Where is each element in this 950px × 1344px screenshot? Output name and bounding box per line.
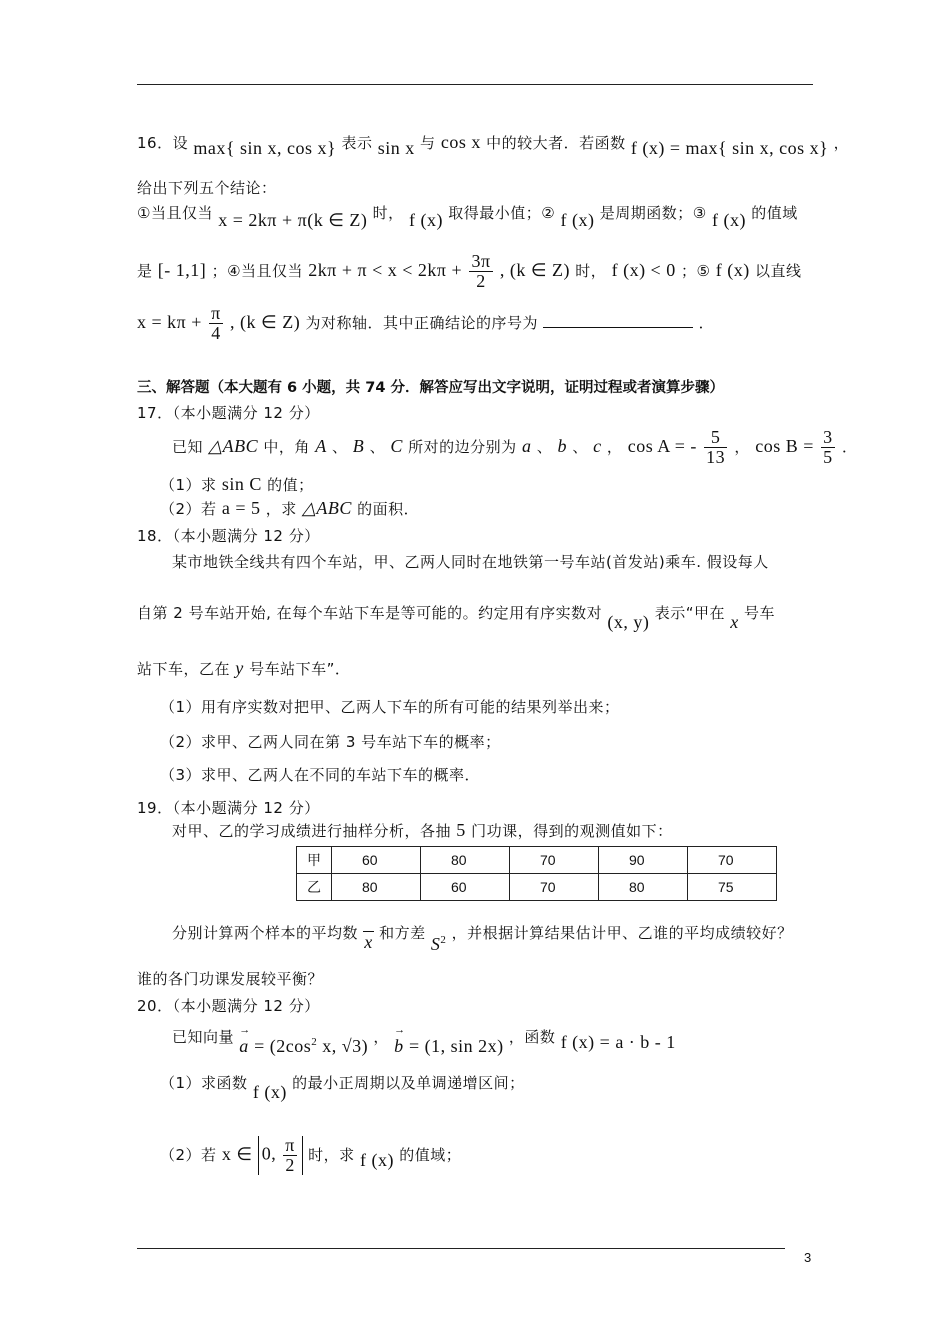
q16-range: [- 1,1] bbox=[157, 259, 207, 280]
vector-a-letter: a bbox=[239, 1036, 249, 1056]
q19-text: 和方差 bbox=[379, 924, 426, 942]
page-number: 3 bbox=[804, 1250, 812, 1265]
q17-text: 已知 bbox=[172, 437, 204, 456]
q16-line-2: 给出下列五个结论： bbox=[137, 179, 277, 197]
q17-triangle: △ABC bbox=[302, 498, 352, 518]
q16-text: 取得最小值；② bbox=[448, 204, 556, 222]
fraction-denominator: 2 bbox=[476, 270, 486, 291]
table-cell: 90 bbox=[599, 847, 688, 874]
table-cell: 70 bbox=[510, 874, 599, 901]
q17-side-b: b bbox=[557, 435, 568, 456]
vector-b-letter: b bbox=[394, 1036, 404, 1056]
mean-x: x bbox=[364, 932, 373, 952]
q17-text: ， bbox=[606, 437, 623, 456]
q16-cosx: cos x bbox=[440, 132, 481, 152]
q16-text: 是周期函数；③ bbox=[599, 204, 707, 222]
q18-line-3 bbox=[137, 658, 350, 679]
q18-text: 号车站下车”． bbox=[249, 660, 351, 678]
q16-text: 与 bbox=[420, 134, 436, 152]
q20-text: 时，求 bbox=[308, 1145, 355, 1164]
table-cell: 80 bbox=[599, 874, 688, 901]
table-cell: 60 bbox=[421, 874, 510, 901]
q19-variance-symbol bbox=[431, 934, 447, 954]
q17-angle-b: B bbox=[352, 435, 365, 456]
q16-text: 表示 bbox=[341, 134, 373, 152]
q18-part-1: （1）用有序实数对把甲、乙两人下车的所有可能的结果列举出来； bbox=[160, 698, 620, 716]
q16-text: 是 bbox=[137, 261, 153, 280]
fraction-numerator: 3 bbox=[823, 427, 833, 447]
q16-line-4 bbox=[137, 252, 802, 291]
q20-fx: f (x) bbox=[252, 1082, 287, 1102]
vector-a-expr-tail: x, √3) bbox=[317, 1036, 369, 1056]
fraction-denominator: 4 bbox=[211, 322, 221, 343]
table-cell: 70 bbox=[510, 847, 599, 874]
footer-rule bbox=[137, 1248, 785, 1249]
q18-text: 表示“甲在 bbox=[654, 604, 725, 622]
q16-text: 时， bbox=[575, 261, 607, 280]
q17-text: 、 bbox=[369, 437, 386, 456]
table-cell: 80 bbox=[421, 847, 510, 874]
q17-triangle: △ABC bbox=[208, 435, 259, 456]
q20-text: （1）求函数 bbox=[160, 1074, 248, 1092]
vector-b: → b bbox=[394, 1024, 406, 1056]
q16-fx: f (x) bbox=[408, 210, 443, 230]
q20-text: ， bbox=[373, 1028, 389, 1046]
q16-number: 16．设 bbox=[137, 134, 189, 152]
q18-text: 自第 2 号车站开始, 在每个车站下车是等可能的。约定用有序实数对 bbox=[137, 604, 603, 622]
fraction-numerator: π bbox=[211, 303, 221, 323]
q17-text: 、 bbox=[332, 437, 348, 456]
vector-a: → a bbox=[239, 1024, 251, 1056]
q17-text: 中，角 bbox=[263, 437, 310, 456]
header-rule bbox=[137, 84, 813, 85]
q18-part-2: （2）求甲、乙两人同在第 3 号车站下车的概率； bbox=[160, 733, 501, 751]
table-cell: 80 bbox=[332, 874, 421, 901]
superscript: 2 bbox=[440, 934, 447, 946]
q17-a-eq-5: a = 5 bbox=[221, 498, 261, 518]
q19-text: 门功课，得到的观测值如下： bbox=[471, 822, 673, 840]
q16-text: 为对称轴．其中正确结论的序号为 bbox=[305, 313, 539, 332]
q18-line-2 bbox=[137, 602, 776, 632]
q16-text: 的值域 bbox=[751, 204, 798, 222]
q17-text: ，求 bbox=[265, 500, 297, 518]
q19-count: 5 bbox=[456, 820, 466, 840]
table-cell: 75 bbox=[688, 874, 777, 901]
q16-text: ；⑤ bbox=[681, 261, 711, 280]
q16-line-1 bbox=[137, 132, 850, 158]
q16-text: 时， bbox=[372, 204, 404, 222]
q16-axis-expr-tail: , (k ∈ Z) bbox=[230, 311, 301, 332]
q16-line-3 bbox=[137, 202, 798, 230]
q20-x-in: x ∈ bbox=[221, 1143, 253, 1164]
table-cell: 60 bbox=[332, 847, 421, 874]
q20-heading: 20．（本小题满分 12 分） bbox=[137, 997, 320, 1015]
q20-text: （2）若 bbox=[160, 1145, 217, 1164]
q19-score-table bbox=[296, 846, 777, 901]
q20-vector-b-value: = (1, sin 2x) bbox=[408, 1036, 504, 1056]
q17-line-1 bbox=[172, 428, 857, 467]
q20-part-2 bbox=[160, 1136, 461, 1175]
q18-var-x: x bbox=[730, 612, 739, 632]
q16-fx: f (x) bbox=[560, 210, 595, 230]
q17-cos-a: cos A = - bbox=[627, 435, 697, 456]
q20-text: ，函数 bbox=[508, 1028, 556, 1046]
q16-text: 中的较大者．若函数 bbox=[486, 134, 626, 152]
q19-line-3: 谁的各门功课发展较平衡？ bbox=[137, 970, 324, 988]
q17-sin-c: sin C bbox=[221, 474, 262, 494]
q19-heading: 19．（本小题满分 12 分） bbox=[137, 799, 320, 817]
q16-max-expr: max{ sin x, cos x} bbox=[193, 138, 337, 158]
fraction-denominator: 13 bbox=[706, 446, 726, 467]
fraction-denominator: 5 bbox=[823, 446, 833, 467]
q16-fraction-3pi-2 bbox=[469, 252, 492, 291]
q16-text: ；④当且仅当 bbox=[211, 261, 304, 280]
interval-start: 0, bbox=[261, 1143, 277, 1164]
q19-line-2 bbox=[172, 922, 793, 954]
q16-text: ． bbox=[698, 313, 715, 332]
q20-fraction-pi-2 bbox=[283, 1136, 297, 1175]
row-header: 甲 bbox=[297, 847, 332, 874]
table-cell: 70 bbox=[688, 847, 777, 874]
q17-text: 的值； bbox=[267, 476, 314, 494]
q19-mean-symbol bbox=[363, 931, 374, 952]
q17-angle-a: A bbox=[315, 435, 327, 456]
q18-line-1: 某市地铁全线共有四个车站，甲、乙两人同时在地铁第一号车站(首发站)乘车. 假设每人 bbox=[172, 553, 769, 571]
q17-text: ． bbox=[841, 437, 858, 456]
q16-axis-expr: x = kπ + bbox=[137, 311, 202, 332]
q17-part-1 bbox=[160, 474, 314, 495]
q19-line-1 bbox=[172, 820, 673, 841]
q20-line-1 bbox=[172, 1024, 676, 1056]
q16-text: ， bbox=[833, 134, 850, 152]
q17-text: 、 bbox=[536, 437, 553, 456]
q17-text: 所对的边分别为 bbox=[408, 437, 517, 456]
fraction-numerator: 5 bbox=[704, 428, 727, 448]
q18-text: 号车 bbox=[744, 604, 776, 622]
q17-heading: 17．（本小题满分 12 分） bbox=[137, 404, 320, 422]
q16-fx: f (x) bbox=[715, 259, 750, 280]
fraction-denominator: 2 bbox=[285, 1154, 295, 1175]
q19-text: ，并根据计算结果估计甲、乙谁的平均成绩较好？ bbox=[451, 924, 793, 942]
table-row bbox=[297, 847, 777, 874]
q16-condition-1: x = 2kπ + π(k ∈ Z) bbox=[218, 210, 368, 230]
q17-text: ， bbox=[734, 437, 750, 456]
q16-condition-2-tail: , (k ∈ Z) bbox=[499, 259, 570, 280]
q17-cos-b: cos B = bbox=[755, 435, 814, 456]
q17-part-2 bbox=[160, 498, 419, 519]
q20-text: 的最小正周期以及单调递增区间； bbox=[292, 1074, 525, 1092]
fraction-numerator: π bbox=[285, 1135, 295, 1155]
q18-part-3: （3）求甲、乙两人在不同的车站下车的概率． bbox=[160, 766, 481, 784]
q16-line-5 bbox=[137, 304, 714, 343]
q16-text: 以直线 bbox=[755, 261, 802, 280]
fraction-numerator: 3π bbox=[471, 251, 491, 271]
row-header: 乙 bbox=[297, 874, 332, 901]
q16-fx-negative: f (x) < 0 bbox=[611, 259, 676, 280]
q16-fx: f (x) bbox=[711, 210, 746, 230]
q20-text: 的值域； bbox=[399, 1145, 462, 1164]
q17-angle-c: C bbox=[390, 435, 403, 456]
q17-text: 、 bbox=[572, 437, 588, 456]
q16-sinx: sin x bbox=[377, 138, 415, 158]
q20-interval bbox=[258, 1136, 303, 1175]
superscript: 2 bbox=[311, 1036, 318, 1048]
q18-pair-xy: (x, y) bbox=[607, 612, 650, 632]
q16-condition-2: 2kπ + π < x < 2kπ + bbox=[308, 259, 463, 280]
q20-text: 已知向量 bbox=[172, 1028, 235, 1046]
q17-text: （1）求 bbox=[160, 476, 217, 494]
table-row bbox=[297, 874, 777, 901]
q19-text: 分别计算两个样本的平均数 bbox=[172, 924, 359, 942]
variance-s: S bbox=[430, 934, 441, 954]
section-3-heading: 三、解答题（本大题有 6 小题，共 74 分．解答应写出文字说明，证明过程或者演算步骤） bbox=[137, 380, 724, 396]
q19-text: 对甲、乙的学习成绩进行抽样分析，各抽 bbox=[172, 822, 452, 840]
q17-side-c: c bbox=[593, 435, 602, 456]
q20-function-def: f (x) = a · b - 1 bbox=[560, 1032, 676, 1052]
q20-fx: f (x) bbox=[359, 1149, 394, 1170]
q20-part-1 bbox=[160, 1072, 525, 1102]
q17-fraction-3-5 bbox=[821, 428, 835, 467]
answer-blank[interactable] bbox=[543, 313, 693, 328]
q18-text: 站下车，乙在 bbox=[137, 660, 231, 678]
q20-vector-a-value bbox=[254, 1036, 368, 1056]
q16-text: ①当且仅当 bbox=[137, 204, 213, 222]
q17-side-a: a bbox=[521, 435, 532, 456]
q18-heading: 18．（本小题满分 12 分） bbox=[137, 527, 320, 545]
q17-text: 的面积． bbox=[357, 500, 420, 518]
q18-var-y: y bbox=[235, 658, 244, 678]
vector-a-expr: = (2cos bbox=[254, 1036, 312, 1056]
q17-text: （2）若 bbox=[160, 500, 217, 518]
q16-fraction-pi-4 bbox=[209, 304, 223, 343]
q16-fdef: f (x) = max{ sin x, cos x} bbox=[630, 138, 829, 158]
q17-fraction-5-13 bbox=[704, 428, 727, 467]
